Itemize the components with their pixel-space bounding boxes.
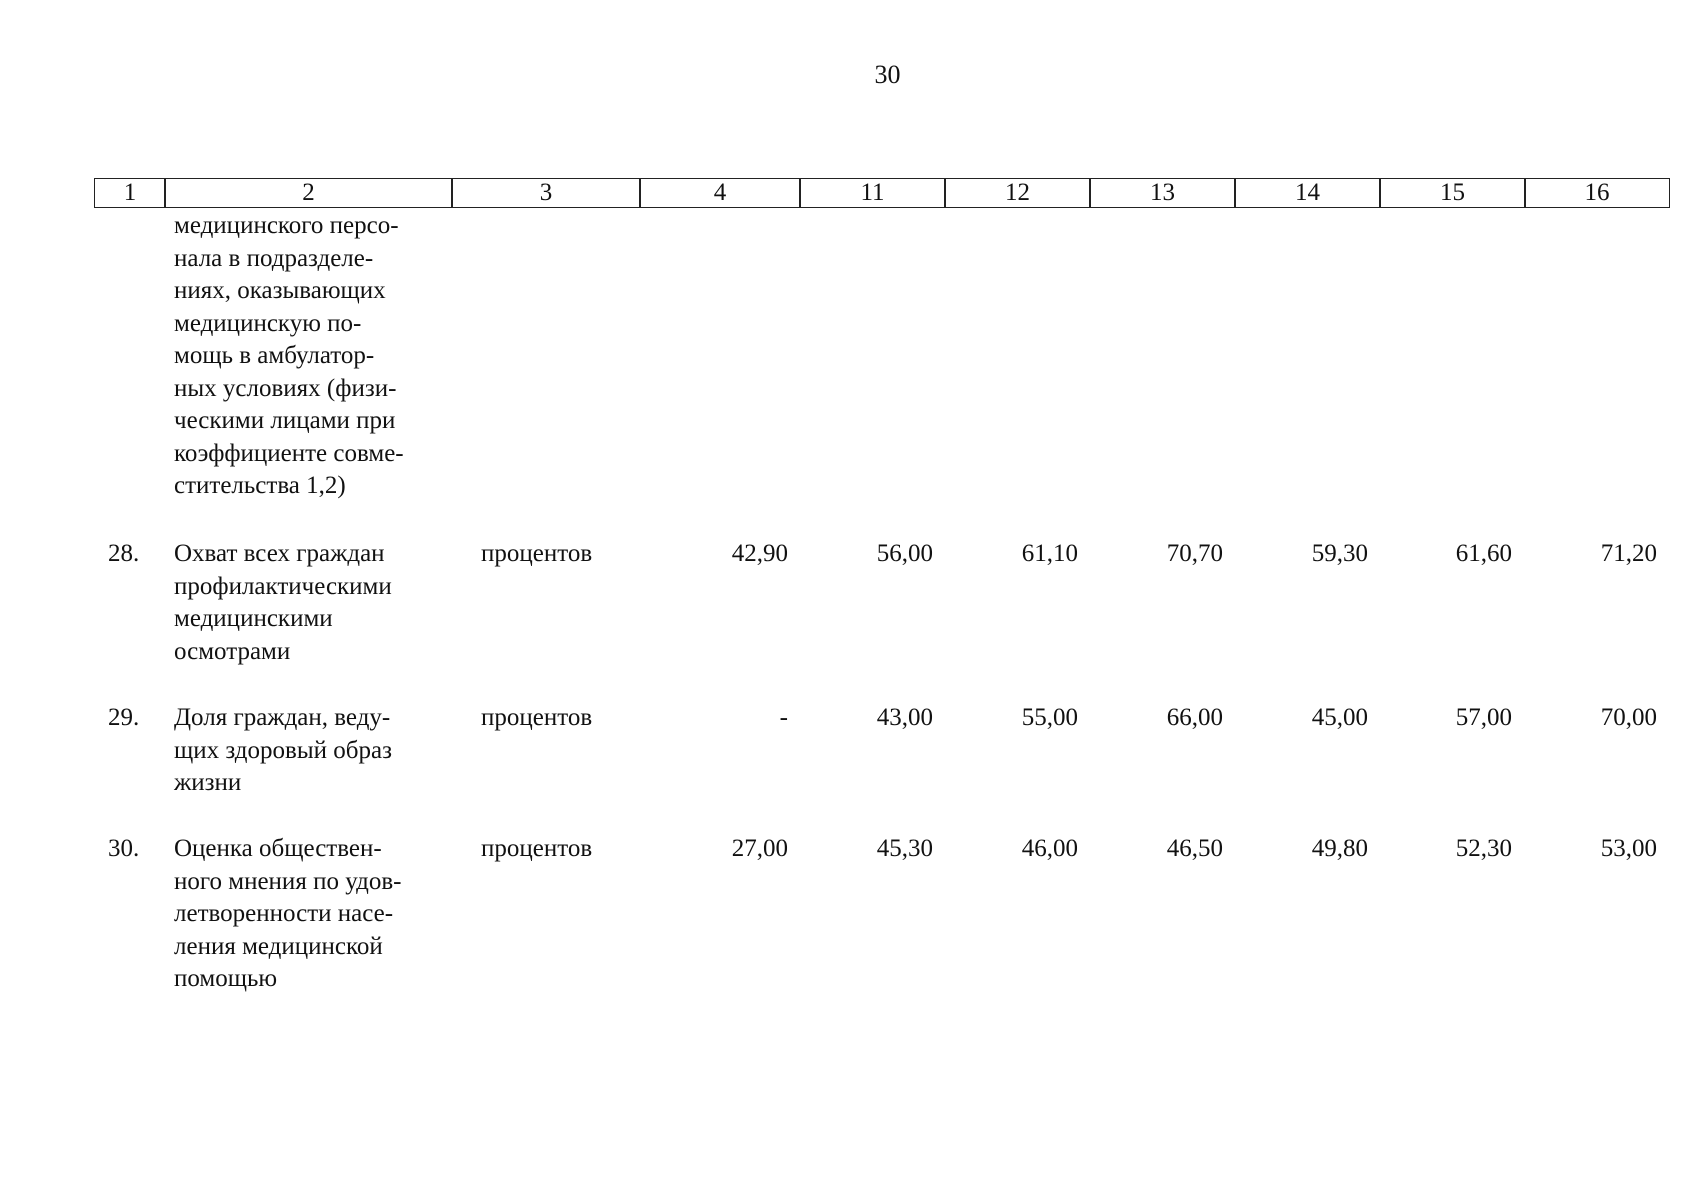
text-line: жизни [174, 769, 242, 796]
header-cell-col14: 14 [1234, 178, 1381, 208]
text-line: Оценка обществен- [174, 835, 382, 862]
text-line: нала в подразделе- [174, 244, 374, 272]
value-col16: 70,00 [1600, 704, 1657, 731]
text-line: ного мнения по удов- [174, 867, 402, 895]
text-line: мощь в амбулатор- [174, 342, 375, 369]
row-number: 30. [108, 835, 140, 862]
header-cell-col2: 2 [164, 178, 453, 208]
text-line: Охват всех граждан [174, 540, 385, 567]
text-line: ления медицинской [174, 932, 383, 960]
value-col15: 57,00 [1455, 704, 1512, 731]
text-line: профилактическими [174, 572, 392, 600]
indicator-name [174, 538, 392, 668]
value-col4: 27,00 [731, 835, 788, 862]
value-col11: 45,30 [876, 835, 933, 862]
text-line: ческими лицами при [174, 407, 396, 434]
text-line: осмотрами [174, 637, 291, 665]
header-cell-col1: 1 [94, 178, 166, 208]
indicator-name [174, 833, 401, 996]
value-col4: - [779, 704, 788, 731]
unit: процентов [481, 540, 593, 567]
value-col11: 56,00 [876, 540, 933, 567]
text-line: щих здоровый образ [174, 736, 392, 764]
header-cell-col3: 3 [451, 178, 641, 208]
value-col14: 59,30 [1311, 540, 1368, 567]
text-line: медицинскую по- [174, 309, 362, 337]
value-col15: 52,30 [1455, 835, 1512, 862]
indicator-name [174, 702, 392, 800]
value-col12: 46,00 [1021, 835, 1078, 862]
value-col12: 55,00 [1021, 704, 1078, 731]
value-col16: 53,00 [1600, 835, 1657, 862]
text-line: стительства 1,2) [174, 472, 346, 499]
text-line: ных условиях (физи- [174, 374, 397, 402]
value-col14: 45,00 [1311, 704, 1368, 731]
header-cell-col12: 12 [944, 178, 1091, 208]
value-col12: 61,10 [1021, 540, 1078, 567]
unit: процентов [481, 704, 593, 731]
header-cell-col13: 13 [1089, 178, 1236, 208]
value-col14: 49,80 [1311, 835, 1368, 862]
text-line: ниях, оказывающих [174, 277, 386, 304]
text-line: Доля граждан, веду- [174, 704, 391, 731]
row-number: 28. [108, 540, 140, 567]
value-col13: 46,50 [1166, 835, 1223, 862]
value-col16: 71,20 [1600, 540, 1657, 567]
row-number: 29. [108, 704, 140, 731]
text-line: коэффициенте совме- [174, 439, 404, 467]
value-col11: 43,00 [876, 704, 933, 731]
page-number: 30 [874, 60, 901, 89]
value-col13: 70,70 [1166, 540, 1223, 567]
header-cell-col4: 4 [639, 178, 801, 208]
value-col15: 61,60 [1455, 540, 1512, 567]
header-cell-col15: 15 [1379, 178, 1526, 208]
value-col4: 42,90 [731, 540, 788, 567]
text-line: летворенности насе- [174, 900, 394, 927]
header-cell-col16: 16 [1524, 178, 1670, 208]
text-line: медицинского персо- [174, 212, 399, 239]
text-line: помощью [174, 965, 278, 992]
value-col13: 66,00 [1166, 704, 1223, 731]
header-cell-col11: 11 [799, 178, 946, 208]
text-line: медицинскими [174, 605, 333, 632]
unit: процентов [481, 835, 593, 862]
continuation-text [174, 210, 404, 503]
